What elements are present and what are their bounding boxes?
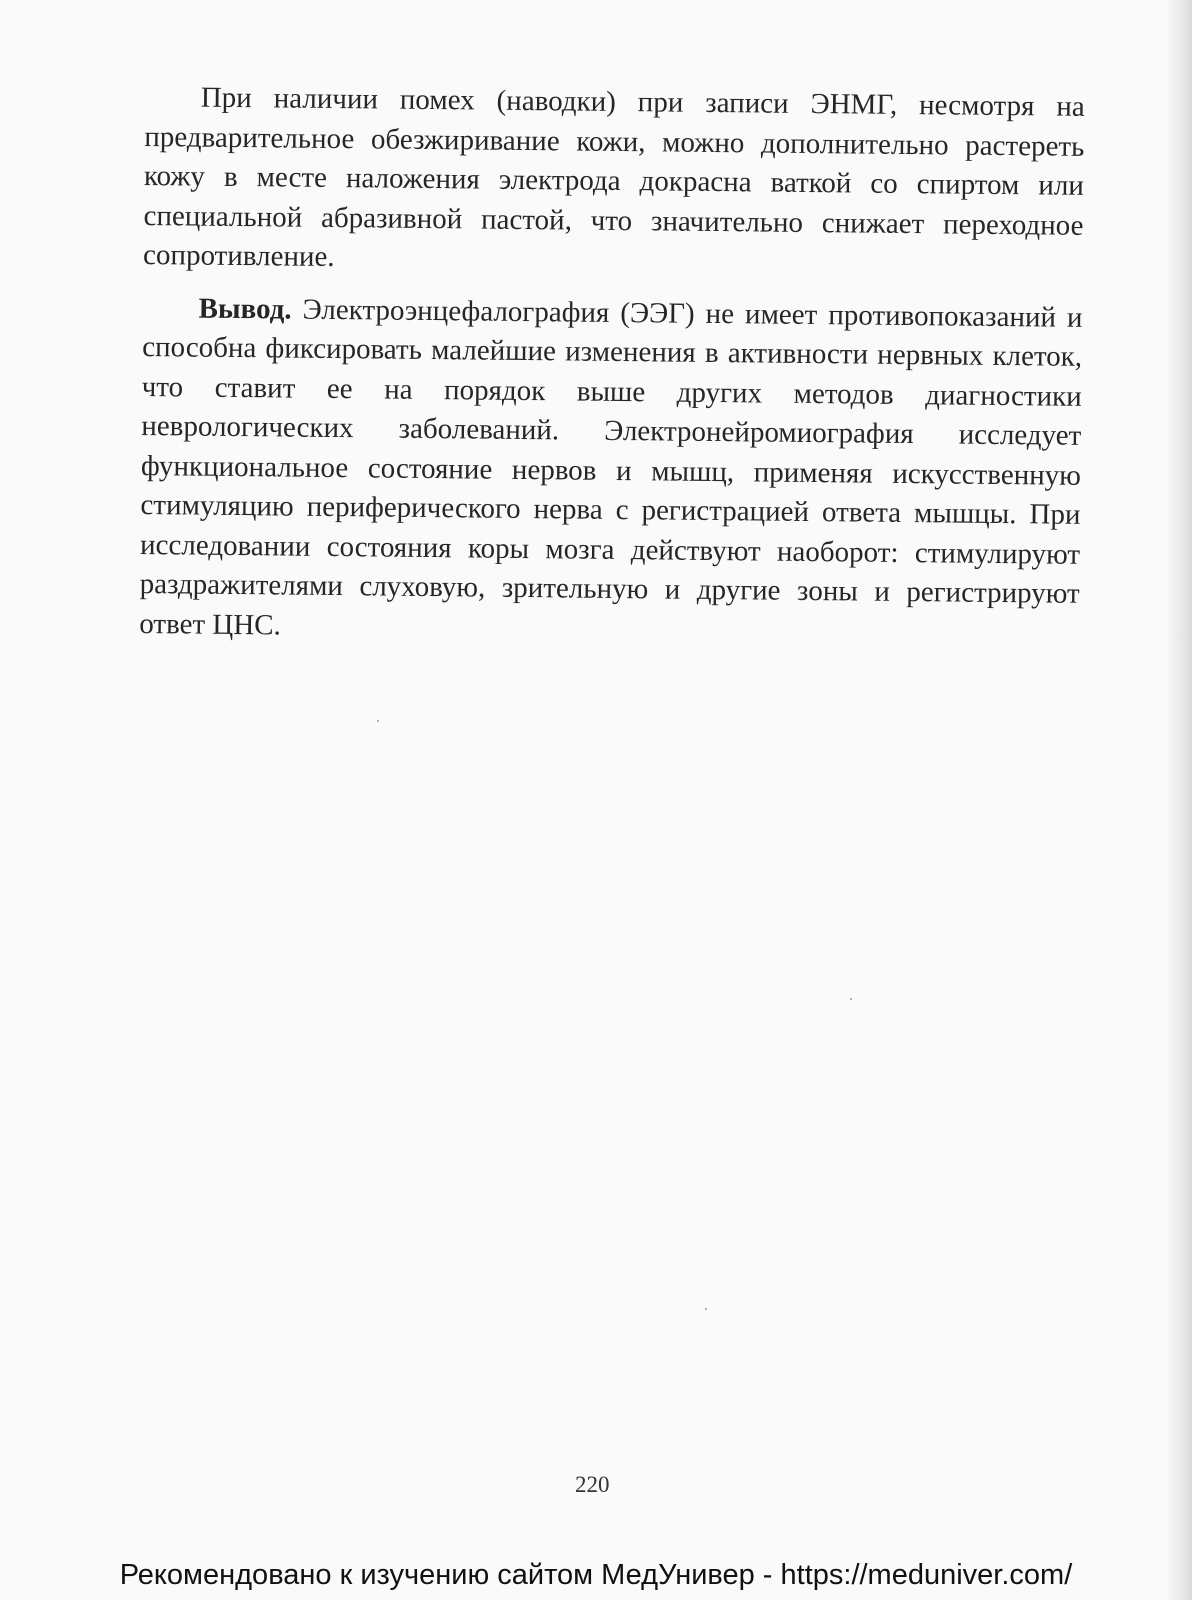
footer-watermark: Рекомендовано к изучению сайтом МедУнивер - https://meduniver.com/	[119, 1559, 1073, 1591]
paragraph-conclusion	[139, 288, 1083, 653]
paragraph-text: Электроэнцефалография (ЭЭГ) не имеет противопоказаний и способна фиксировать малейшие изменения в активности нервных клеток, что ставит ее на порядок выше других методов диагностики неврологических заболеваний. Электронейромиография исследует функциональное состояние нервов и мышц, применяя искусственную стимуляцию периферического нерва с регистрацией ответа мышцы. При исследовании состояния коры мозга действуют наоборот: стимулируют раздражителями слуховую, зрительную и другие зоны и регистрируют ответ ЦНС.	[139, 293, 1083, 641]
scan-speck	[705, 1308, 707, 1310]
scan-speck	[377, 720, 379, 722]
paragraph-interference	[143, 78, 1085, 285]
paragraph-text: При наличии помех (наводки) при записи ЭНМГ, несмотря на предварительное обезжиривание кожи, можно дополнительно растереть кожу в месте наложения электрода докрасна ваткой со спиртом или специальной абразивной пастой, что значительно снижает переходное сопротивление.	[142, 81, 1085, 273]
page-edge-shadow	[1168, 0, 1192, 1600]
conclusion-lead-word: Вывод.	[198, 292, 292, 326]
page-number: 220	[575, 1472, 610, 1497]
body-text	[139, 78, 1085, 654]
scan-speck	[850, 998, 852, 1000]
